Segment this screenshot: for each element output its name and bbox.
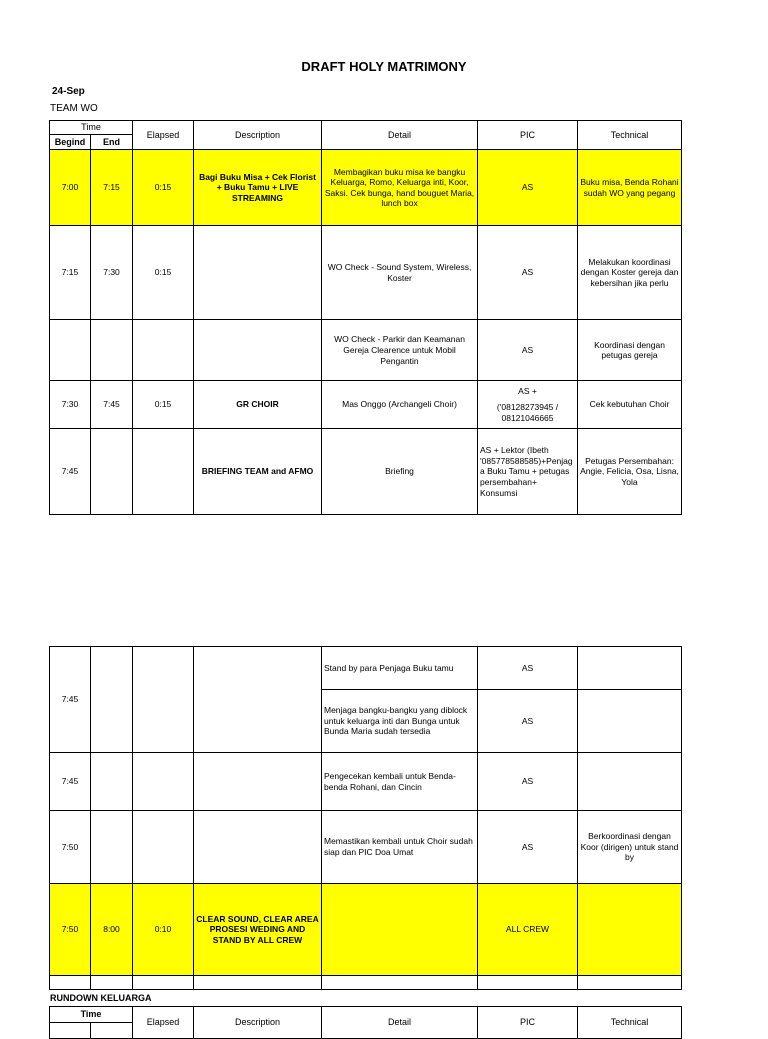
cell-end bbox=[91, 753, 133, 811]
pic-phone: ('08128273945 / 08121046665 bbox=[496, 402, 559, 424]
cell-pic: AS + Lektor (Ibeth '085778588585)+Penjaga Buku Tamu + petugas persembahan+ Konsumsi bbox=[478, 429, 578, 515]
cell-detail: Mas Onggo (Archangeli Choir) bbox=[322, 381, 478, 429]
cell-begin: 7:15 bbox=[50, 226, 91, 320]
table-row bbox=[50, 647, 682, 690]
cell-elapsed bbox=[133, 647, 194, 753]
cell-description: Bagi Buku Misa + Cek Florist + Buku Tamu + LIVE STREAMING bbox=[194, 150, 322, 226]
cell-elapsed bbox=[133, 429, 194, 515]
cell-detail: Membagikan buku misa ke bangku Keluarga, Romo, Keluarga inti, Koor, Saksi. Cek bunga, hand bouguet Maria, lunch box bbox=[322, 150, 478, 226]
header-elapsed: Elapsed bbox=[133, 121, 194, 150]
cell-pic: AS bbox=[478, 753, 578, 811]
cell-elapsed bbox=[133, 811, 194, 884]
rundown-table-keluarga bbox=[49, 1006, 682, 1039]
cell-description: CLEAR SOUND, CLEAR AREA PROSESI WEDING AND STAND BY ALL CREW bbox=[194, 884, 322, 976]
header-pic: PIC bbox=[478, 121, 578, 150]
cell-description: BRIEFING TEAM and AFMO bbox=[194, 429, 322, 515]
header-description: Description bbox=[194, 121, 322, 150]
table-row bbox=[50, 811, 682, 884]
cell-end: 7:30 bbox=[91, 226, 133, 320]
cell-technical bbox=[578, 884, 682, 976]
cell-technical bbox=[578, 647, 682, 690]
cell-technical: Berkoordinasi dengan Koor (dirigen) untuk stand by bbox=[578, 811, 682, 884]
cell-begin: 7:00 bbox=[50, 150, 91, 226]
cell-technical: Petugas Persembahan: Angie, Felicia, Osa, Lisna, Yola bbox=[578, 429, 682, 515]
cell-begin: 7:45 bbox=[50, 429, 91, 515]
table-row bbox=[50, 150, 682, 226]
cell-elapsed bbox=[133, 753, 194, 811]
cell-description bbox=[194, 320, 322, 381]
pic-name: AS + bbox=[518, 385, 537, 396]
cell-pic: AS bbox=[478, 320, 578, 381]
cell-detail bbox=[322, 884, 478, 976]
cell-detail: Pengecekan kembali untuk Benda-benda Rohani, dan Cincin bbox=[322, 753, 478, 811]
cell-pic: AS bbox=[478, 811, 578, 884]
cell-begin: 7:30 bbox=[50, 381, 91, 429]
header-time: Time bbox=[50, 1007, 133, 1023]
table-row bbox=[50, 381, 682, 429]
header-pic: PIC bbox=[478, 1007, 578, 1039]
cell-end bbox=[91, 811, 133, 884]
document-title: DRAFT HOLY MATRIMONY bbox=[301, 59, 467, 74]
cell-elapsed bbox=[133, 320, 194, 381]
rundown-table-wo bbox=[49, 120, 682, 515]
header-end: End bbox=[91, 135, 133, 150]
cell-technical bbox=[578, 690, 682, 753]
table-row bbox=[50, 320, 682, 381]
cell-detail: Briefing bbox=[322, 429, 478, 515]
cell-end bbox=[91, 320, 133, 381]
header-time: Time bbox=[50, 121, 133, 135]
team-label: TEAM WO bbox=[50, 103, 98, 114]
cell-technical: Koordinasi dengan petugas gereja bbox=[578, 320, 682, 381]
cell-begin: 7:45 bbox=[50, 753, 91, 811]
cell-pic bbox=[478, 381, 578, 429]
header-detail: Detail bbox=[322, 121, 478, 150]
cell-technical: Buku misa, Benda Rohani sudah WO yang pegang bbox=[578, 150, 682, 226]
cell-description bbox=[194, 753, 322, 811]
rundown-table-wo-continued bbox=[49, 646, 682, 990]
cell-description: GR CHOIR bbox=[194, 381, 322, 429]
cell-begin: 7:50 bbox=[50, 811, 91, 884]
cell-description bbox=[194, 647, 322, 753]
header-technical: Technical bbox=[578, 121, 682, 150]
table-row bbox=[50, 884, 682, 976]
cell-pic: AS bbox=[478, 690, 578, 753]
section-title-rundown-keluarga: RUNDOWN KELUARGA bbox=[50, 993, 152, 1003]
cell-begin bbox=[50, 320, 91, 381]
cell-pic: ALL CREW bbox=[478, 884, 578, 976]
cell-pic: AS bbox=[478, 150, 578, 226]
cell-detail: WO Check - Sound System, Wireless, Koster bbox=[322, 226, 478, 320]
cell-detail: WO Check - Parkir dan Keamanan Gereja Clearence untuk Mobil Pengantin bbox=[322, 320, 478, 381]
cell-detail: Stand by para Penjaga Buku tamu bbox=[322, 647, 478, 690]
cell-pic: AS bbox=[478, 647, 578, 690]
cell-end: 7:15 bbox=[91, 150, 133, 226]
header-technical: Technical bbox=[578, 1007, 682, 1039]
header-elapsed: Elapsed bbox=[133, 1007, 194, 1039]
cell-technical: Melakukan koordinasi dengan Koster gereja dan kebersihan jika perlu bbox=[578, 226, 682, 320]
cell-end: 8:00 bbox=[91, 884, 133, 976]
cell-description bbox=[194, 226, 322, 320]
cell-begin: 7:45 bbox=[50, 647, 91, 753]
cell-pic: AS bbox=[478, 226, 578, 320]
cell-begin: 7:50 bbox=[50, 884, 91, 976]
cell-end: 7:45 bbox=[91, 381, 133, 429]
document-date: 24-Sep bbox=[52, 86, 85, 97]
header-begin: Begind bbox=[50, 135, 91, 150]
cell-elapsed: 0:15 bbox=[133, 381, 194, 429]
cell-elapsed: 0:10 bbox=[133, 884, 194, 976]
table-row bbox=[50, 226, 682, 320]
cell-technical: Cek kebutuhan Choir bbox=[578, 381, 682, 429]
table-row bbox=[50, 976, 682, 990]
header-detail: Detail bbox=[322, 1007, 478, 1039]
cell-technical bbox=[578, 753, 682, 811]
cell-detail: Memastikan kembali untuk Choir sudah siap dan PIC Doa Umat bbox=[322, 811, 478, 884]
cell-detail: Menjaga bangku-bangku yang diblock untuk keluarga inti dan Bunga untuk Bunda Maria sudah tersedia bbox=[322, 690, 478, 753]
cell-end bbox=[91, 429, 133, 515]
table-row bbox=[50, 429, 682, 515]
cell-elapsed: 0:15 bbox=[133, 150, 194, 226]
header-description: Description bbox=[194, 1007, 322, 1039]
table-row bbox=[50, 753, 682, 811]
cell-end bbox=[91, 647, 133, 753]
cell-description bbox=[194, 811, 322, 884]
cell-elapsed: 0:15 bbox=[133, 226, 194, 320]
